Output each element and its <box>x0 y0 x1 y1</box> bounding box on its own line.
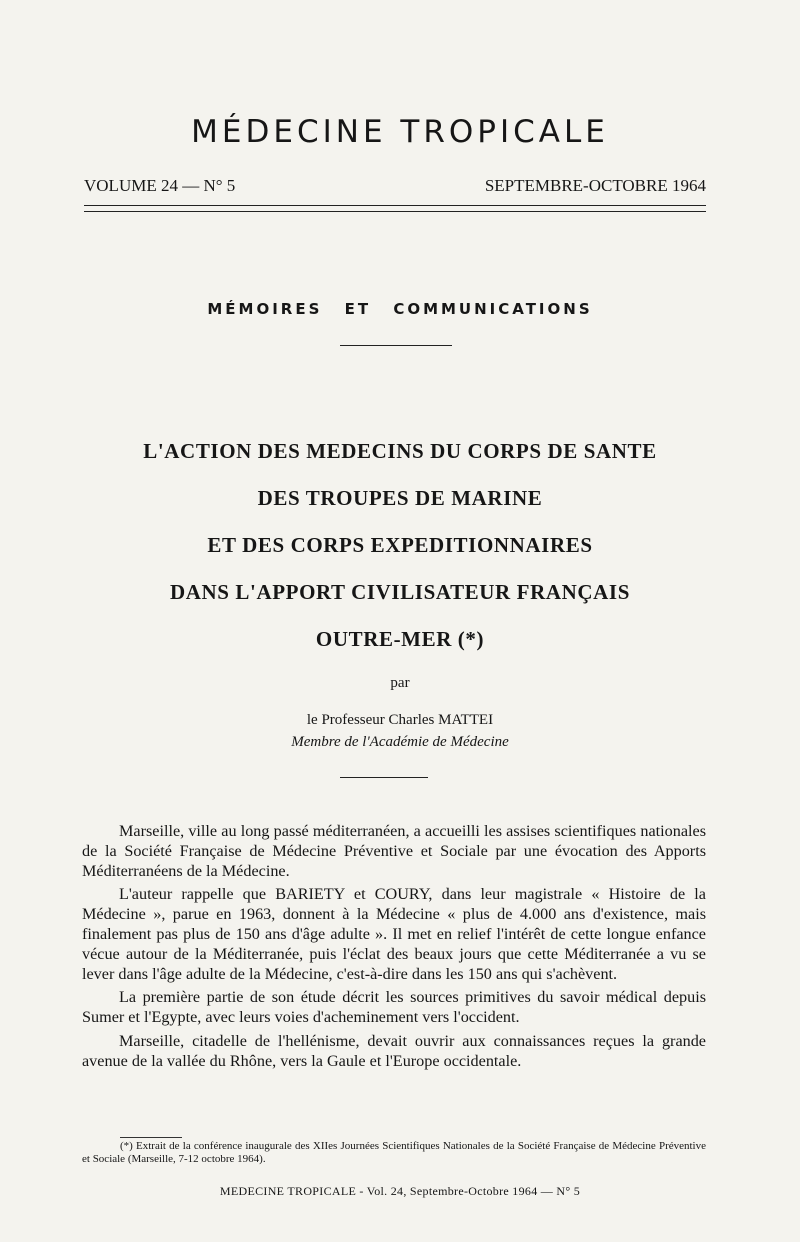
article-title-line: DES TROUPES DE MARINE <box>257 486 543 510</box>
article-title <box>60 436 740 671</box>
author-affiliation: Membre de l'Académie de Médecine <box>291 734 509 750</box>
article-title-line: OUTRE-MER (*) <box>315 627 485 651</box>
body-paragraph: Marseille, citadelle de l'hellénisme, devait ouvrir aux connaissances reçues la grande avenue de la vallée du Rhône, vers la Gaule et l'Europe occidentale. <box>82 1031 706 1070</box>
article-title-line: DANS L'APPORT CIVILISATEUR FRANÇAIS <box>170 580 630 604</box>
article-body <box>82 822 706 1076</box>
issue-line <box>84 176 706 196</box>
section-heading: MÉMOIRES ET COMMUNICATIONS <box>207 300 593 318</box>
journal-title: MÉDECINE TROPICALE <box>191 114 609 150</box>
body-paragraph: Marseille, ville au long passé méditerranéen, a accueilli les assises scientifiques nationales de la Société Française de Médecine Préventive et Sociale par une évocation des Apports Méditerranéens de la Médecine. <box>82 822 706 880</box>
volume-number: VOLUME 24 — N° 5 <box>84 176 236 195</box>
footnote: (*) Extrait de la conférence inaugurale des XIIes Journées Scientifiques Nationales de la Société Française de Médecine Préventive et Sociale (Marseille, 7-12 octobre 1964). <box>82 1140 706 1165</box>
body-paragraph: L'auteur rappelle que BARIETY et COURY, dans leur magistrale « Histoire de la Médecine », parue en 1963, donnent à la Médecine « plus de 4.000 ans d'existence, mais finalement pas plus de 150 ans d'âge adulte ». Il met en relief l'intérêt de cette longue enfance vécue autour de la Méditerranée, puis l'éclat des beaux jours que cette Méditerranée a vu se lever dans l'âge adulte de la Médecine, c'est-à-dire dans les 150 ans qui s'achèvent. <box>82 885 706 983</box>
issue-date: SEPTEMBRE-OCTOBRE 1964 <box>484 176 706 195</box>
footnote-rule <box>120 1137 182 1138</box>
header-double-rule <box>84 205 706 212</box>
body-paragraph: La première partie de son étude décrit les sources primitives du savoir médical depuis Sumer et l'Egypte, avec leurs voies d'acheminement vers l'occident. <box>82 988 706 1027</box>
author-name: le Professeur Charles MATTEI <box>306 712 494 728</box>
article-title-line: ET DES CORPS EXPEDITIONNAIRES <box>207 533 593 557</box>
byline-par: par <box>390 675 410 691</box>
byline-divider <box>340 777 428 778</box>
page-footer: MEDECINE TROPICALE - Vol. 24, Septembre-Octobre 1964 — N° 5 <box>219 1184 581 1198</box>
section-divider <box>340 345 452 346</box>
article-title-line: L'ACTION DES MEDECINS DU CORPS DE SANTE <box>143 439 657 463</box>
